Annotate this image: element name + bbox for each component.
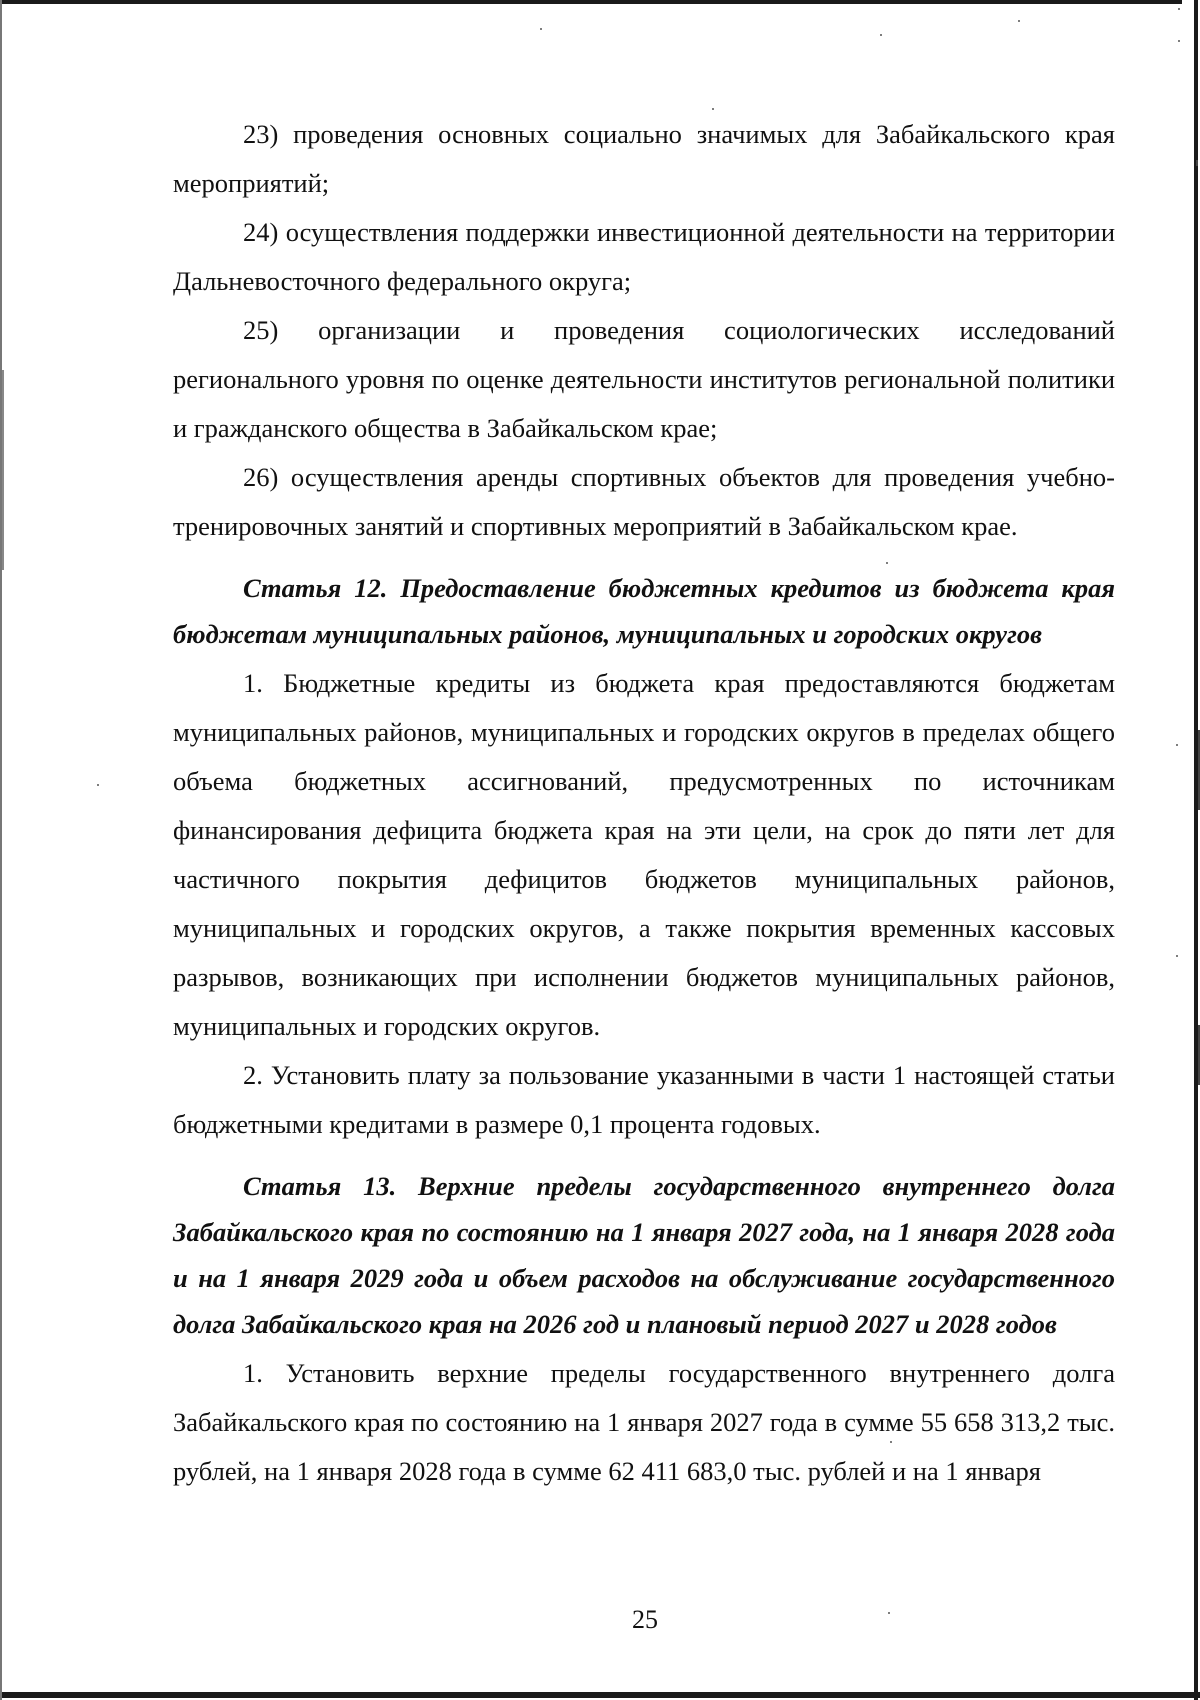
article-12-paragraph-1: 1. Бюджетные кредиты из бюджета края предоставляются бюджетам муниципальных районов, муниципальных и городских округов в пределах общего объема бюджетных ассигнований, предусмотренных по источникам финансирования дефицита бюджета края на эти цели, на срок до пяти лет для частичного покрытия дефицитов бюджетов муниципальных районов, муниципальных и городских округов, а также покрытия временных кассовых разрывов, возникающих при исполнении бюджетов муниципальных районов, муниципальных и городских округов. — [173, 668, 1115, 1041]
scan-speck — [540, 28, 542, 30]
scan-border-bottom — [0, 1692, 1200, 1698]
list-item-25: 25) организации и проведения социологических исследований регионального уровня по оценке деятельности институтов региональной политики и гражданского общества в Забайкальском крае; — [173, 315, 1115, 443]
list-item-24: 24) осуществления поддержки инвестиционной деятельности на территории Дальневосточного федерального округа; — [173, 217, 1115, 296]
document-page — [173, 110, 1115, 1496]
scan-speck — [1018, 20, 1020, 22]
article-13-title: Статья 13. Верхние пределы государственного внутреннего долга Забайкальского края по состоянию на 1 января 2027 года, на 1 января 2028 года и на 1 января 2029 года и объем расходов на обслуживание государственного долга Забайкальского края на 2026 год и плановый период 2027 и 2028 годов — [173, 1171, 1115, 1339]
article-13-paragraph-1: 1. Установить верхние пределы государственного внутреннего долга Забайкальского края по состоянию на 1 января 2027 года в сумме 55 658 313,2 тыс. рублей, на 1 января 2028 года в сумме 62 411 683,0 тыс. рублей и на 1 января — [173, 1358, 1115, 1486]
list-item-26: 26) осуществления аренды спортивных объектов для проведения учебно-тренировочных занятий и спортивных мероприятий в Забайкальском крае. — [173, 462, 1115, 541]
scan-speck — [1178, 8, 1180, 10]
scan-border-right — [1194, 0, 1198, 1700]
scan-border-top — [0, 0, 1182, 4]
scan-speck — [1176, 955, 1178, 957]
scan-mark — [1196, 160, 1198, 166]
scan-speck — [97, 784, 99, 786]
scan-mark — [2, 370, 4, 570]
article-12-title: Статья 12. Предоставление бюджетных кредитов из бюджета края бюджетам муниципальных районов, муниципальных и городских округов — [173, 573, 1115, 649]
page-number: 25 — [632, 1605, 658, 1634]
scan-border-left — [0, 0, 2, 1700]
scan-speck — [880, 34, 882, 36]
scan-speck — [1176, 744, 1178, 746]
list-item-23: 23) проведения основных социально значимых для Забайкальского края мероприятий; — [173, 119, 1115, 198]
article-12-paragraph-2: 2. Установить плату за пользование указанными в части 1 настоящей статьи бюджетными кредитами в размере 0,1 процента годовых. — [173, 1060, 1115, 1139]
scan-speck — [1178, 40, 1180, 42]
